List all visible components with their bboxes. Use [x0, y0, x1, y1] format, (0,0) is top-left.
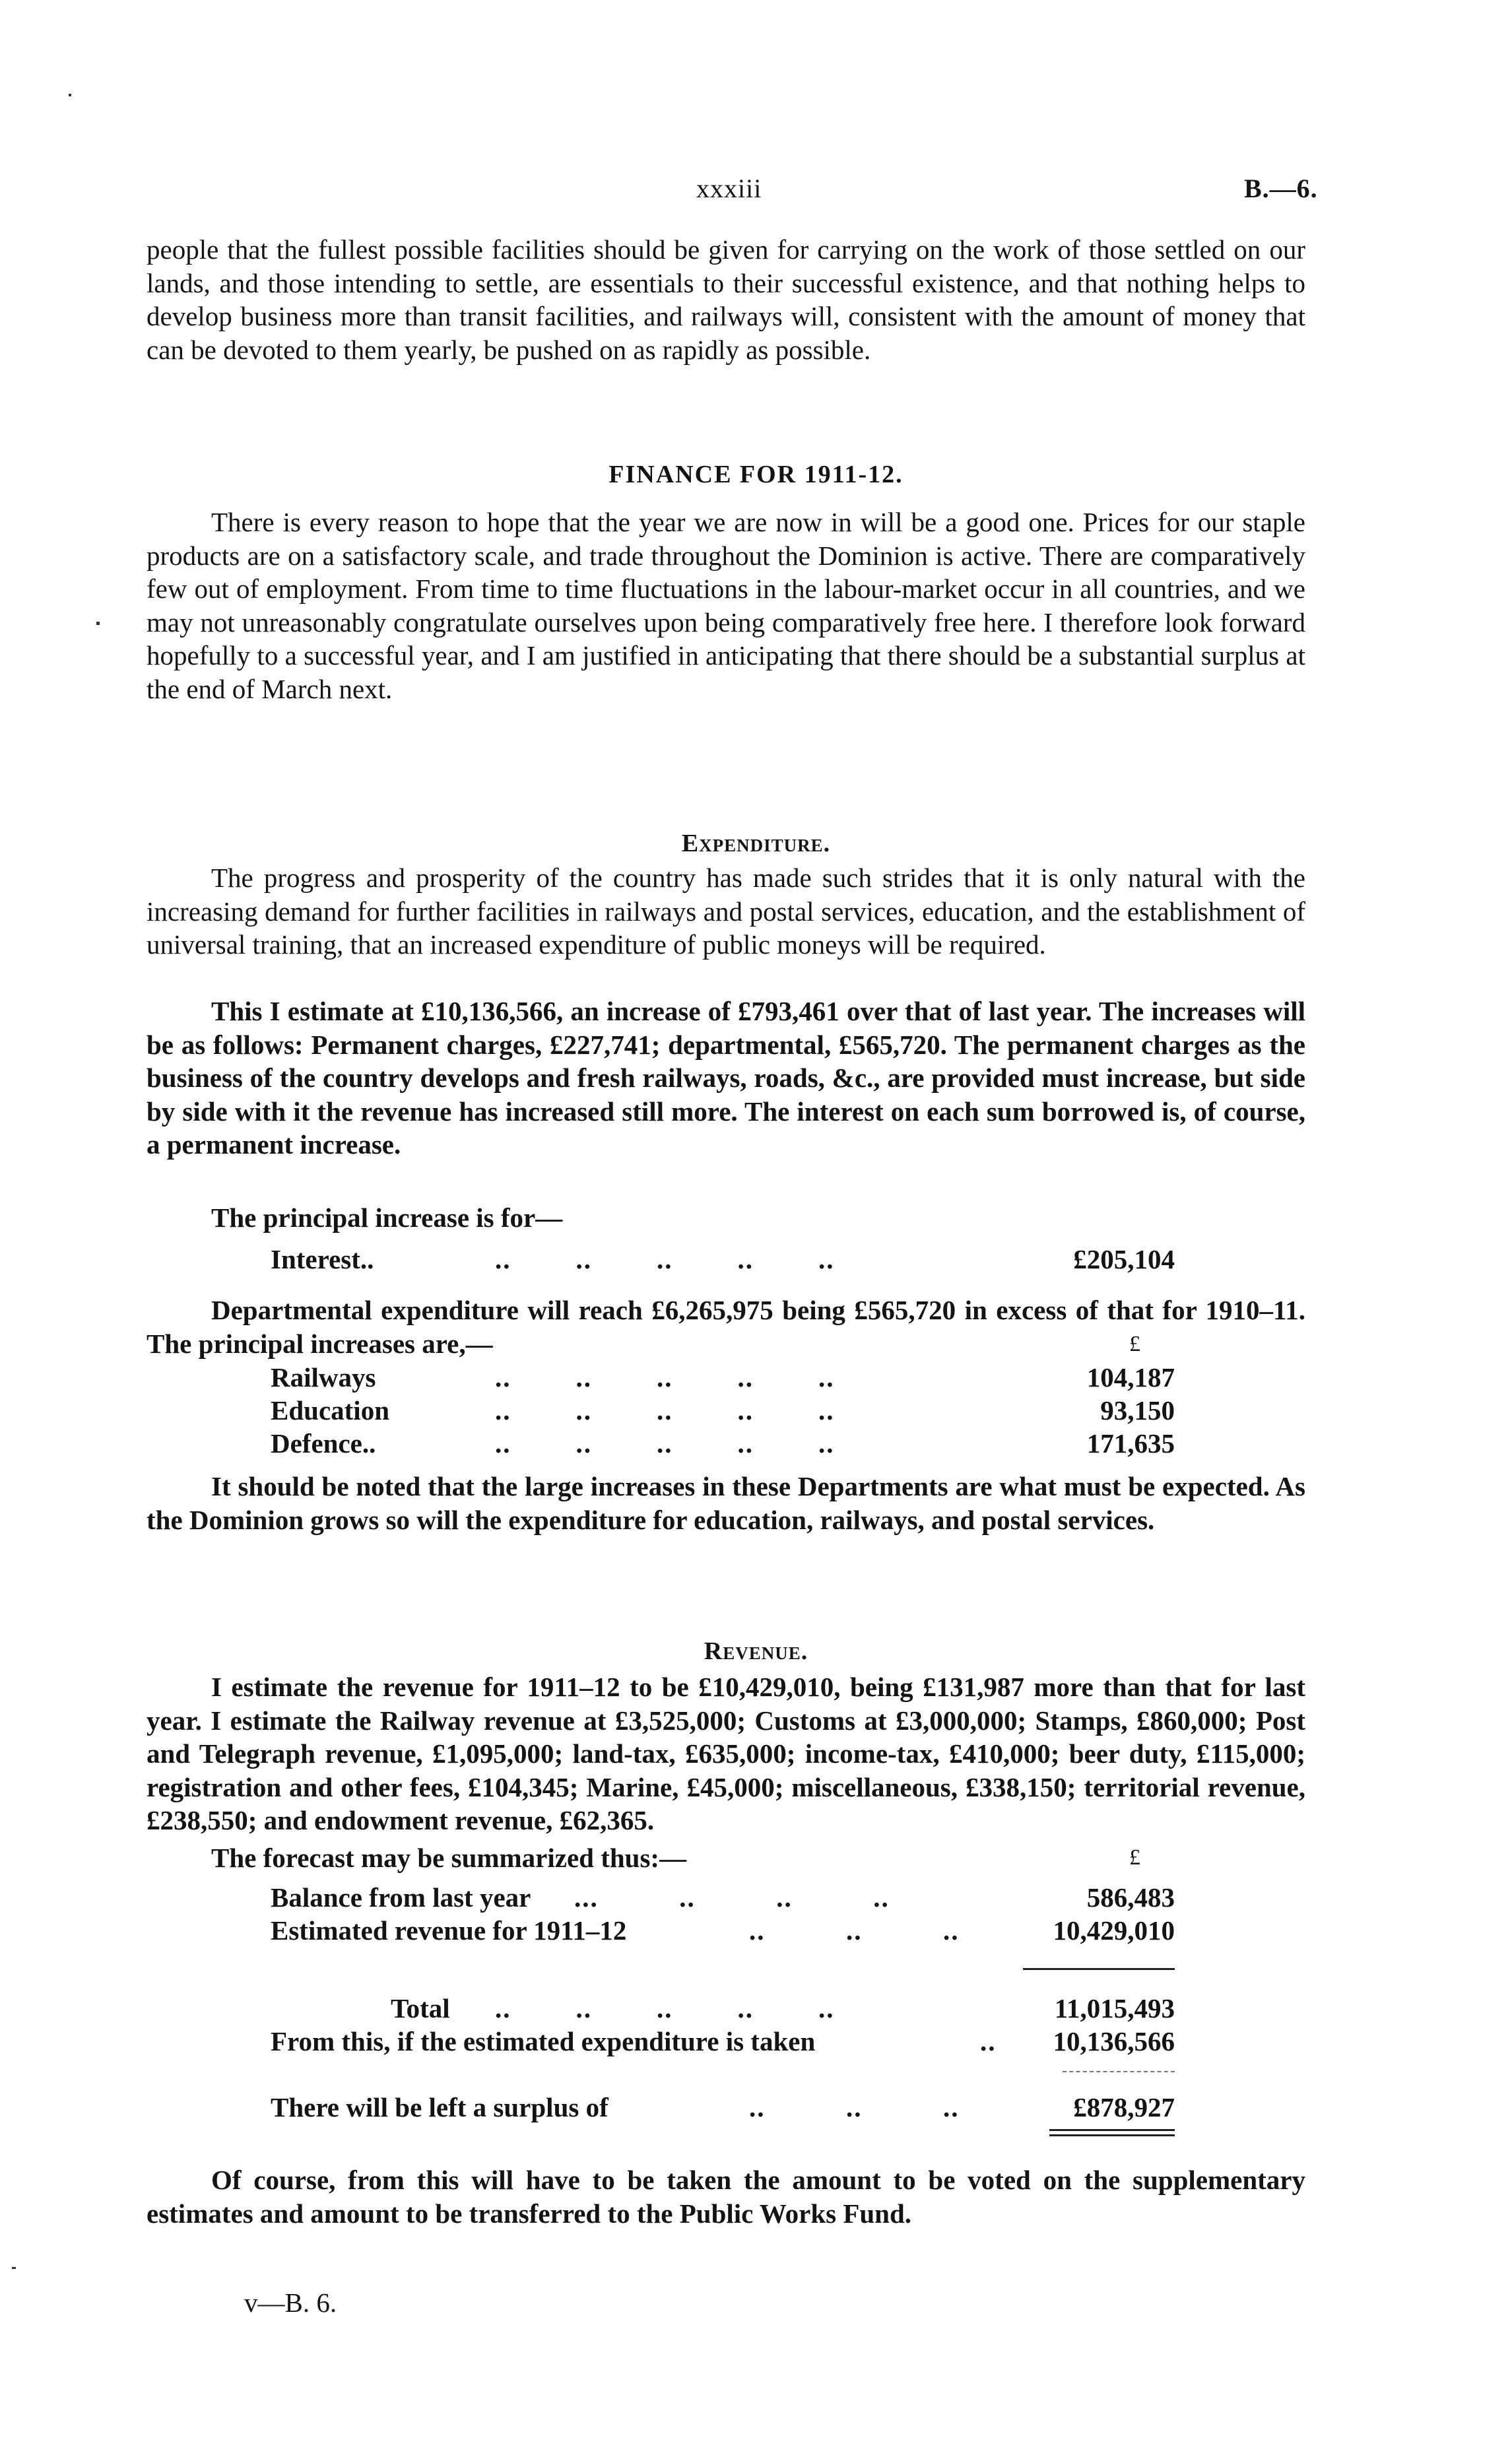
intro-paragraph: people that the fullest possible facilities should be given for carrying on the work of those settled on our lands, and those intending to settle, are essentials to their successful existence, and that nothing helps to develop business more than transit facilities, and railways will, consistent with the amount of money that can be devoted to them yearly, be pushed on as rapidly as possible. — [147, 234, 1305, 365]
estimated-revenue-label: Estimated revenue for 1911–12 — [271, 1915, 627, 1946]
surplus-row — [271, 2091, 1175, 2124]
increase-label: Education — [271, 1395, 389, 1426]
leader-dots: .. .. .. .. .. — [495, 1428, 835, 1459]
leader-dots: .. .. .. .. .. — [495, 1244, 835, 1274]
expenditure-deduction-label: From this, if the estimated expenditure is taken — [271, 2026, 816, 2056]
leader-dots: .. .. .. .. .. — [495, 1395, 835, 1426]
finance-heading: FINANCE FOR 1911-12. — [608, 461, 904, 488]
increase-row — [271, 1394, 1175, 1427]
interest-amount: £205,104 — [1073, 1244, 1175, 1274]
leader-dots: .. .. .. — [749, 2092, 960, 2122]
currency-symbol: £ — [1129, 1845, 1140, 1870]
scan-speck — [69, 94, 71, 96]
forecast-currency-row — [271, 1841, 1175, 1874]
departments-note: It should be noted that the large increases in these Departments are what must be expected. As the Dominion grows so will the expenditure for education, railways, and postal services. — [147, 1471, 1305, 1535]
estimated-revenue-amount: 10,429,010 — [1053, 1915, 1175, 1946]
increase-label: Defence.. — [271, 1428, 376, 1459]
total-amount: 11,015,493 — [1054, 1993, 1175, 2023]
scan-speck — [12, 2267, 16, 2269]
revenue-heading: Revenue. — [704, 1637, 808, 1665]
revenue-paragraph: I estimate the revenue for 1911–12 to be £10,429,010, being £131,987 more than that for last year. I estimate the Railway revenue at £3,525,000; Customs at £3,000,000; Stamps, £860,000; Post and Telegraph revenue, £1,095,000; land-tax, £635,000; income-tax, £410,000; beer duty, £115,000; registration and other fees, £104,345; Marine, £45,000; miscellaneous, £338,150; territorial revenue, £238,550; and endowment revenue, £62,365. — [147, 1672, 1305, 1835]
balance-row — [271, 1881, 1175, 1914]
increase-row — [271, 1427, 1175, 1460]
difference-rule — [1063, 2071, 1175, 2072]
currency-row — [271, 1328, 1175, 1361]
double-rule-bottom — [1049, 2134, 1175, 2136]
leader-dots: ... .. .. .. — [574, 1882, 890, 1913]
expenditure-heading: Expenditure. — [681, 830, 831, 857]
interest-label: Interest.. — [271, 1244, 374, 1274]
leader-dots: .. .. .. .. .. — [495, 1993, 835, 2023]
leader-dots: .. .. .. .. .. — [495, 1362, 835, 1393]
closing-paragraph: Of course, from this will have to be taken the amount to be voted on the supplementary estimates and amount to be transferred to the Public Works Fund. — [147, 2165, 1305, 2229]
principal-increase-intro: The principal increase is for— — [211, 1202, 563, 1233]
surplus-label: There will be left a surplus of — [271, 2092, 608, 2122]
expenditure-deduction-amount: 10,136,566 — [1053, 2026, 1175, 2056]
estimated-revenue-row — [271, 1914, 1175, 1947]
page-number: xxxiii — [696, 174, 762, 203]
leader-dots: .. — [980, 2026, 997, 2056]
double-rule-top — [1049, 2129, 1175, 2131]
interest-row — [271, 1243, 1175, 1276]
increase-amount: 104,187 — [1086, 1362, 1175, 1393]
surplus-amount: £878,927 — [1073, 2092, 1175, 2122]
increase-amount: 171,635 — [1086, 1428, 1175, 1459]
expenditure-paragraph-2: This I estimate at £10,136,566, an increase of £793,461 over that of last year. The increases will be as follows: Permanent charges, £227,741; departmental, £565,720. The permanent charges as the business of the country develops and fresh railways, roads, &c., are provided must increase, but side by side with it the revenue has increased still more. The interest on each sum borrowed is, of course, a permanent increase. — [147, 996, 1305, 1160]
document-reference: B.—6. — [1244, 174, 1318, 203]
expenditure-paragraph-1: The progress and prosperity of the country has made such strides that it is only natural with the increasing demand for further facilities in railways and postal services, education, and the establishment of universal training, that an increased expenditure of public moneys will be required. — [147, 863, 1305, 960]
departmental-paragraph: Departmental expenditure will reach £6,265,975 being £565,720 in excess of that for 1910–11. The principal increases are,— — [147, 1295, 1305, 1359]
increase-amount: 93,150 — [1100, 1395, 1175, 1426]
total-label: Total — [391, 1993, 450, 2023]
increase-row — [271, 1361, 1175, 1394]
printer-signature: v—B. 6. — [244, 2287, 337, 2318]
total-row — [271, 1992, 1175, 2025]
finance-paragraph: There is every reason to hope that the year we are now in will be a good one. Prices for our staple products are on a satisfactory scale, and trade throughout the Dominion is active. There are comparatively few out of employment. From time to time fluctuations in the labour-market occur in all countries, and we may not unreasonably congratulate ourselves upon being comparatively free here. I therefore look forward hopefully to a successful year, and I am justified in anticipating that there should be a substantial surplus at the end of March next. — [147, 507, 1305, 704]
leader-dots: .. .. .. — [749, 1915, 960, 1946]
forecast-intro: The forecast may be summarized thus:— — [211, 1843, 687, 1873]
expenditure-deduction-row — [271, 2025, 1175, 2058]
scan-speck — [96, 622, 100, 625]
balance-label: Balance from last year — [271, 1882, 531, 1913]
currency-symbol: £ — [1129, 1332, 1140, 1356]
sum-rule — [1023, 1968, 1175, 1970]
increase-label: Railways — [271, 1362, 376, 1393]
balance-amount: 586,483 — [1086, 1882, 1175, 1913]
